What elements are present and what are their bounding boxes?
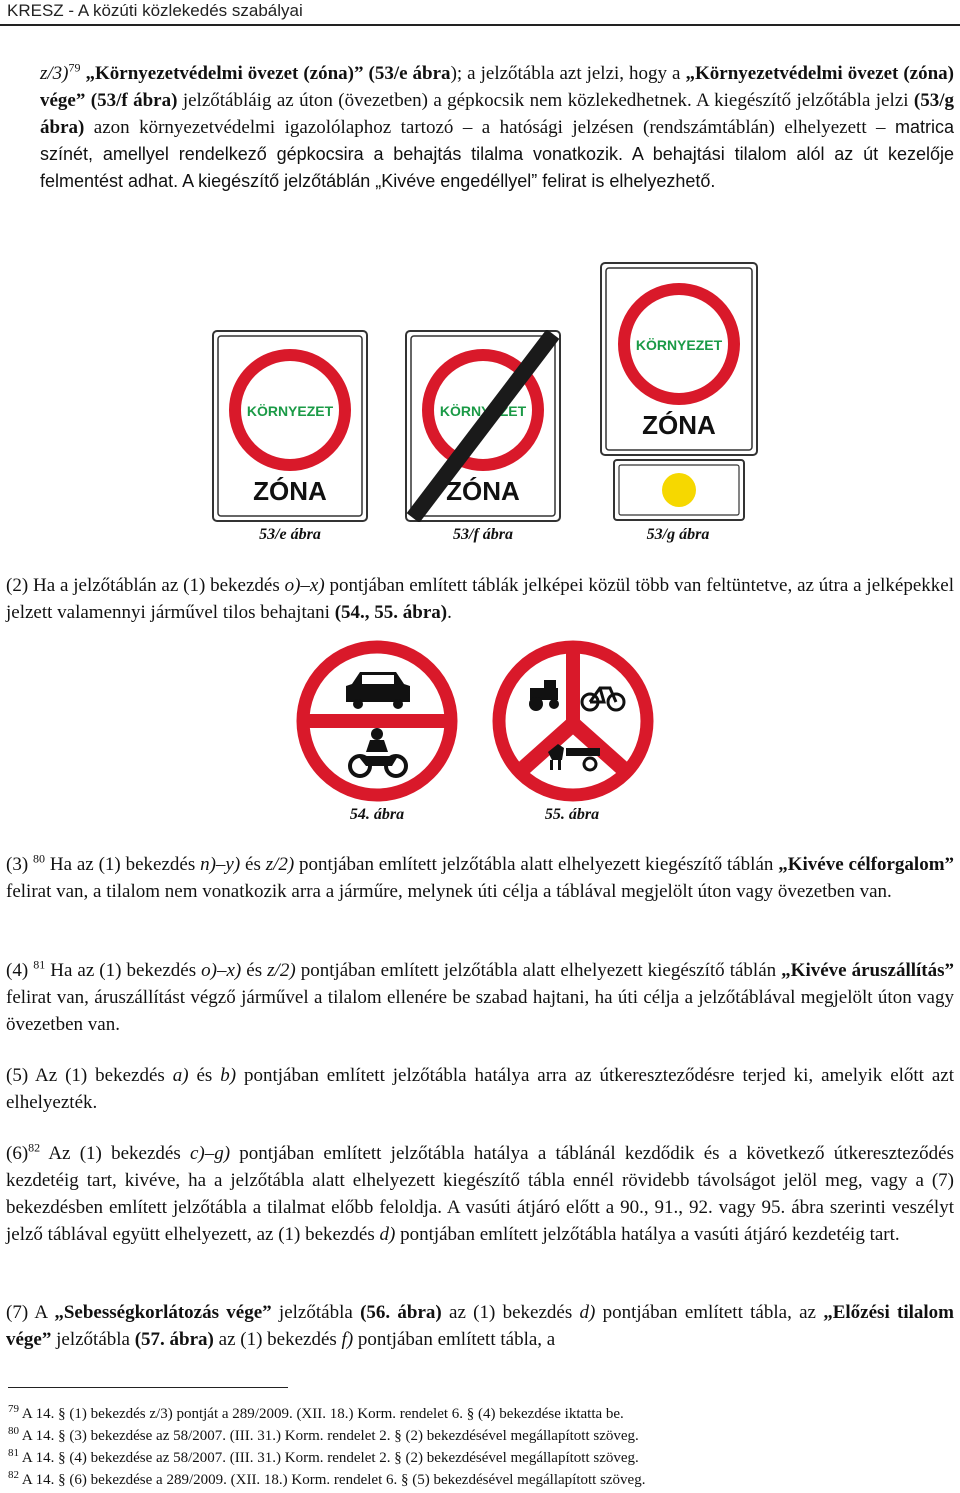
text-run: (6) [6,1143,29,1164]
text-run: jelzőtábla [271,1302,361,1323]
footnote-text: A 14. § (4) bekezdése az 58/2007. (III. 31.) Korm. rendelet 2. § (2) bekezdésével megállapított szöveg. [19,1450,639,1466]
footnote-82 [8,1469,645,1491]
text-run: pontjában említett jelzőtábla alatt elhelyezett kiegészítő táblán [294,854,779,875]
text-run: és [240,854,266,875]
point-ref: x) [309,575,325,596]
caption-55: 55. ábra [544,806,600,823]
text-run: jelzőtábla [51,1329,135,1350]
text-run: azon környezetvédelmi igazolólaphoz tartozó – a hatósági jelzésen (rendszámtáblán) elhelyezett – [84,117,895,138]
point-ref: f) [341,1329,354,1350]
footnote-81 [8,1447,639,1469]
text-run: felirat van, a tilalom nem vonatkozik arra a járműre, melynek úti célja a táblával megjelölt úton vagy övezetben van. [6,881,892,902]
text-run: Ha az (1) bekezdés [45,960,202,981]
point-ref: o) [284,575,301,596]
footnote-text: A 14. § (3) bekezdése az 58/2007. (III. 31.) Korm. rendelet 2. § (2) bekezdésével megállapított szöveg. [19,1428,639,1444]
sign-53e-top-text: KÖRNYEZET [246,403,334,419]
footnote-text: A 14. § (6) bekezdése a 289/2009. (XII. 18.) Korm. rendelet 6. § (5) bekezdésével megállapított szöveg. [19,1472,646,1488]
footnote-ref-79: 79 [68,60,81,75]
text-run: pontjában említett jelzőtábla hatálya a táblánál kezdődik és a következő útkereszteződés kezdetéig tart, kivéve, ha a jelzőtábla alatt elhelyezett kiegészítő tábla ennél rövidebb távolságot jelöl meg, vagy a (7) bekezdésben említett jelzőtábla a tilalmat előbb feloldja. A vasúti átjáró előtt a 90., 91., 92. vagy 95. ábra szerinti veszélyt jelző táblával együtt elhelyezett, az (1) bekezdés [6,1143,955,1245]
paragraph-z3 [40,60,954,195]
footnote-ref-80: 80 [33,851,46,866]
footnote-divider [8,1387,288,1388]
term-speed-limit-end: „Sebességkorlátozás vége” [54,1302,272,1323]
paragraph-4 [6,957,954,1038]
footnote-number: 80 [8,1425,19,1437]
term-freight: „Kivéve áruszállítás” [781,960,955,981]
sign-53e-zone [212,330,368,522]
text-run: pontjában említett tábla, a [353,1329,556,1350]
caption-53g: 53/g ábra [646,526,710,543]
text-run: Az (1) bekezdés [40,1143,190,1164]
ref-56: (56. ábra) [360,1302,442,1323]
footnote-number: 81 [8,1447,19,1459]
paragraph-6 [6,1140,954,1248]
paragraph-2 [6,572,954,626]
term-zone-end: „Környezetvédelmi övezet (zóna) vége” [40,63,954,111]
sign-53g-zone-supplementary [600,262,760,524]
point-ref: g) [214,1143,231,1164]
point-ref: o) [201,960,217,981]
point-ref: z/2) [267,960,296,981]
text-run: és [241,960,268,981]
sign-54-car-motorcycle-prohibited [296,640,458,802]
ref-53e: (53/e ábra [363,63,451,84]
text-run-sans: matrica színét, amellyel rendelkező gépkocsira a behajtás tilalma vonatkozik. A behajtási tilalom alól az út kezelője felmentést adhat. A kiegészítő jelzőtáblán „Kivéve engedéllyel” felirat is elhelyezhető. [40,117,954,191]
text-run: az (1) bekezdés [441,1302,580,1323]
point-ref: a) [172,1065,189,1086]
footnote-number: 79 [8,1403,19,1415]
sign-53f-zone-end [405,330,561,522]
point-label: z/3) [40,63,69,84]
ref-57: (57. ábra) [134,1329,214,1350]
footnote-text: A 14. § (1) bekezdés z/3) pontját a 289/2009. (XII. 18.) Korm. rendelet 6. § (4) bekezdése iktatta be. [19,1406,624,1422]
text-run: – [204,1143,215,1164]
caption-54: 54. ábra [349,806,405,823]
page-header-title: KRESZ - A közúti közlekedés szabályai [7,1,303,20]
sign-53f-bottom-text: ZÓNA [446,476,520,506]
point-ref: n) [200,854,216,875]
footnote-ref-81: 81 [33,957,46,972]
point-ref: d) [379,1224,396,1245]
sign-53g-bottom-text: ZÓNA [642,410,716,440]
term-zone: „Környezetvédelmi övezet (zóna)” [85,63,364,84]
text-run: pontjában említett jelzőtábla alatt elhelyezett kiegészítő táblán [295,960,782,981]
text-run: – [216,960,227,981]
point-ref: d) [579,1302,596,1323]
text-run: és [188,1065,221,1086]
text-run: pontjában említett jelzőtábla hatálya arra az útkereszteződésre terjed ki, amelyik előtt azt elhelyezték. [6,1065,955,1113]
paragraph-5 [6,1062,954,1116]
point-ref: x) [226,960,242,981]
text-run: az (1) bekezdés [213,1329,342,1350]
text-run: (3) [6,854,34,875]
text-run: felirat van, áruszállítást végző járművel a tilalom ellenére be szabad hajtani, ha úti célja a jelzőtáblával megjelölt úton vagy övezetben van. [6,987,954,1035]
text-run: pontjában említett táblák jelképei közül több van feltüntetve, az útra a jelképekkel jelzett valamennyi járművel tilos behajtani [6,575,954,623]
text-run: (7) A [6,1302,55,1323]
text-run: jelzőtábláig az úton (övezetben) a gépkocsik nem közlekedhetnek. A kiegészítő jelzőtábla jelzi [177,90,914,111]
sign-55-tractor-bicycle-cart-prohibited [492,640,654,802]
footnote-ref-82: 82 [28,1140,41,1155]
text-run: – [215,854,226,875]
text-run: ); a jelzőtábla azt jelzi, hogy a [450,63,686,84]
point-ref: c) [189,1143,205,1164]
footnote-79 [8,1403,624,1425]
sign-53f-top-text: KÖRNYEZET [439,403,527,419]
sign-53g-top-text: KÖRNYEZET [635,337,723,353]
text-run: . [447,602,452,623]
point-ref: y) [225,854,241,875]
term-destination-traffic: „Kivéve célforgalom” [778,854,955,875]
caption-53e: 53/e ábra [259,526,321,543]
sticker-color-dot [662,473,696,507]
ref-53f: (53/f ábra) [85,90,178,111]
ref-53g: (53/g ábra) [40,90,954,138]
footnote-number: 82 [8,1469,19,1481]
point-ref: b) [220,1065,237,1086]
footnote-80 [8,1425,639,1447]
point-ref: z/2) [265,854,295,875]
text-run: pontjában említett jelzőtábla hatálya a vasúti átjáró kezdetéig tart. [395,1224,900,1245]
text-run: (2) Ha a jelzőtáblán az (1) bekezdés [6,575,285,596]
text-run: – [300,575,310,596]
header-divider [0,24,960,26]
term-overtaking-end: „Előzési tilalom vége” [6,1302,954,1350]
paragraph-7 [6,1299,954,1353]
sign-53e-bottom-text: ZÓNA [253,476,327,506]
paragraph-3 [6,851,954,905]
caption-53f: 53/f ábra [453,526,513,543]
text-run: (4) [6,960,34,981]
text-run: Ha az (1) bekezdés [45,854,201,875]
ref-54-55: (54., 55. ábra) [334,602,448,623]
text-run: (5) Az (1) bekezdés [6,1065,173,1086]
text-run: pontjában említett tábla, az [595,1302,824,1323]
